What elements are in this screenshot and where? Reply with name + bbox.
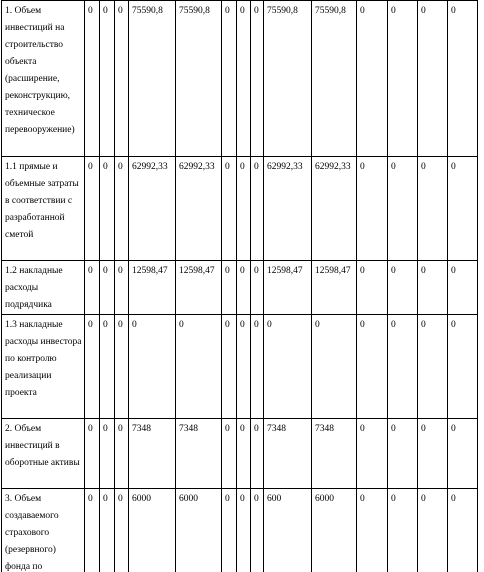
table-cell: 0: [85, 261, 100, 315]
table-body: [2, 1, 478, 572]
table-cell: 0: [448, 1, 478, 157]
table-row: [2, 315, 478, 419]
table-cell: 0: [237, 489, 251, 572]
table-cell: 62992,33: [129, 157, 176, 261]
table-cell: 6000: [176, 489, 222, 572]
table-cell: 0: [357, 157, 388, 261]
table-cell: 12598,47: [312, 261, 357, 315]
table-cell: 0: [357, 261, 388, 315]
row-label: 1.2 накладные расходы подрядчика: [2, 261, 85, 315]
table-cell: 7348: [312, 419, 357, 489]
table-cell: 0: [100, 261, 115, 315]
table-cell: 0: [129, 315, 176, 419]
table-cell: 0: [251, 1, 264, 157]
table-cell: 0: [222, 419, 237, 489]
table-cell: 0: [100, 489, 115, 572]
table-cell: 0: [115, 489, 129, 572]
table-cell: 0: [418, 157, 448, 261]
table-cell: 0: [222, 315, 237, 419]
table-cell: 0: [357, 419, 388, 489]
table-cell: 0: [251, 419, 264, 489]
table-cell: 12598,47: [264, 261, 312, 315]
table-cell: 62992,33: [312, 157, 357, 261]
table-cell: 0: [418, 489, 448, 572]
table-cell: 75590,8: [312, 1, 357, 157]
table-row: [2, 261, 478, 315]
table-cell: 0: [237, 1, 251, 157]
table-cell: 0: [222, 157, 237, 261]
table-cell: 0: [357, 315, 388, 419]
table-cell: 0: [237, 315, 251, 419]
table-cell: 0: [264, 315, 312, 419]
table-cell: 0: [100, 1, 115, 157]
table-cell: 0: [418, 1, 448, 157]
table-cell: 75590,8: [176, 1, 222, 157]
table-cell: 0: [237, 419, 251, 489]
table-cell: 0: [100, 157, 115, 261]
table-cell: 0: [357, 1, 388, 157]
table-cell: 0: [388, 1, 418, 157]
table-cell: 75590,8: [129, 1, 176, 157]
table-cell: 0: [176, 315, 222, 419]
table-cell: 6000: [129, 489, 176, 572]
table-cell: 0: [222, 489, 237, 572]
table-cell: 7348: [176, 419, 222, 489]
table-cell: 7348: [129, 419, 176, 489]
table-cell: 0: [448, 489, 478, 572]
table-cell: 600: [264, 489, 312, 572]
table-cell: 0: [85, 315, 100, 419]
row-label: 3. Объем создаваемого страхового (резервного) фонда по: [2, 489, 85, 572]
table-cell: 0: [448, 261, 478, 315]
table-cell: 0: [388, 261, 418, 315]
row-label: 1.3 накладные расходы инвестора по контролю реализации проекта: [2, 315, 85, 419]
table-row: [2, 489, 478, 572]
table-cell: 0: [312, 315, 357, 419]
table-cell: 0: [388, 419, 418, 489]
row-label: 1.1 прямые и объемные затраты в соответствии с разработанной сметой: [2, 157, 85, 261]
table-cell: 6000: [312, 489, 357, 572]
table-cell: 0: [115, 419, 129, 489]
row-label: 1. Объем инвестиций на строительство объекта (расширение, реконструкцию, техническое перевооружение): [2, 1, 85, 157]
table-cell: 62992,33: [264, 157, 312, 261]
table-cell: 0: [222, 261, 237, 315]
table-cell: 0: [388, 489, 418, 572]
table-cell: 0: [85, 419, 100, 489]
table-cell: 0: [418, 315, 448, 419]
table-cell: 0: [448, 419, 478, 489]
table-cell: 0: [418, 261, 448, 315]
table-cell: 0: [388, 157, 418, 261]
table-cell: 12598,47: [176, 261, 222, 315]
table-cell: 62992,33: [176, 157, 222, 261]
table-cell: 0: [115, 261, 129, 315]
table-cell: 0: [251, 157, 264, 261]
table-row: [2, 157, 478, 261]
table-cell: 0: [251, 315, 264, 419]
table-cell: 12598,47: [129, 261, 176, 315]
table-cell: 0: [100, 315, 115, 419]
table-cell: 0: [357, 489, 388, 572]
table-cell: 0: [251, 261, 264, 315]
table-cell: 0: [448, 315, 478, 419]
row-label: 2. Объем инвестиций в оборотные активы: [2, 419, 85, 489]
table-cell: 0: [115, 315, 129, 419]
table-cell: 7348: [264, 419, 312, 489]
table-cell: 75590,8: [264, 1, 312, 157]
table-cell: 0: [448, 157, 478, 261]
table-cell: 0: [222, 1, 237, 157]
table-cell: 0: [115, 1, 129, 157]
table-cell: 0: [85, 157, 100, 261]
table-row: [2, 1, 478, 157]
table-cell: 0: [237, 261, 251, 315]
table-cell: 0: [115, 157, 129, 261]
table-cell: 0: [85, 489, 100, 572]
table-cell: 0: [85, 1, 100, 157]
table-row: [2, 419, 478, 489]
investment-table: [1, 0, 478, 572]
table-cell: 0: [418, 419, 448, 489]
table-cell: 0: [100, 419, 115, 489]
table-cell: 0: [237, 157, 251, 261]
table-cell: 0: [251, 489, 264, 572]
table-cell: 0: [388, 315, 418, 419]
